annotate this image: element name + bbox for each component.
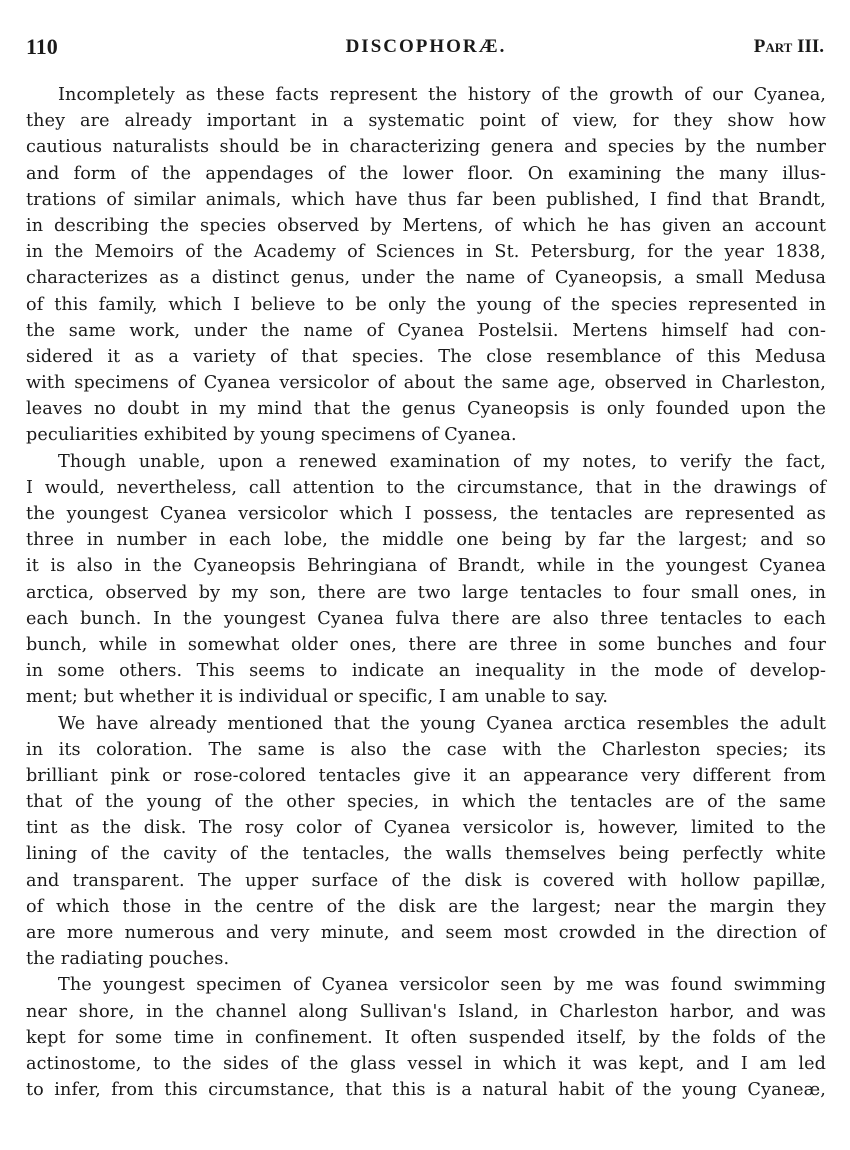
- text-line: of which those in the centre of the disk are the largest; near the margin they: [26, 896, 826, 917]
- text-line: in some others. This seems to indicate an inequality in the mode of develop-: [26, 661, 826, 682]
- text-line: sidered it as a variety of that species. The close resemblance of this Medusa: [26, 346, 826, 367]
- page-number: 110: [26, 34, 58, 59]
- text-line: lining of the cavity of the tentacles, the walls themselves being perfectly white: [26, 844, 826, 865]
- text-line: peculiarities exhibited by young specimens of Cyanea.: [26, 425, 517, 446]
- text-line: the same work, under the name of Cyanea Postelsii. Mertens himself had con-: [26, 320, 826, 341]
- text-line: I would, nevertheless, call attention to the circumstance, that in the drawings of: [26, 477, 826, 498]
- text-line: cautious naturalists should be in characterizing genera and species by the number: [26, 137, 826, 158]
- text-line: with specimens of Cyanea versicolor of about the same age, observed in Charleston,: [26, 373, 826, 394]
- text-line: kept for some time in confinement. It often suspended itself, by the folds of the: [26, 1027, 826, 1048]
- text-line: are more numerous and very minute, and seem most crowded in the direction of: [26, 923, 826, 943]
- body-text: [26, 82, 826, 1103]
- text-line: in its coloration. The same is also the case with the Charleston species; its: [26, 739, 826, 760]
- text-line: We have already mentioned that the young Cyanea arctica resembles the adult: [58, 713, 826, 734]
- text-line: and transparent. The upper surface of the disk is covered with hollow papillæ,: [26, 870, 826, 891]
- text-line: in the Memoirs of the Academy of Sciences in St. Petersburg, for the year 1838,: [26, 242, 826, 263]
- text-line: it is also in the Cyaneopsis Behringiana of Brandt, while in the youngest Cyanea: [26, 556, 826, 577]
- book-page: [26, 34, 826, 1103]
- text-line: they are already important in a systematic point of view, for they show how: [26, 111, 826, 132]
- text-line: in describing the species observed by Mertens, of which he has given an account: [26, 215, 826, 236]
- text-line: brilliant pink or rose-colored tentacles give it an appearance very different from: [26, 765, 826, 786]
- text-line: near shore, in the channel along Sullivan's Island, in Charleston harbor, and was: [26, 1001, 826, 1022]
- text-line: the radiating pouches.: [26, 949, 230, 970]
- text-line: Though unable, upon a renewed examination of my notes, to verify the fact,: [58, 451, 826, 472]
- text-line: actinostome, to the sides of the glass vessel in which it was kept, and I am led: [26, 1053, 826, 1074]
- paragraph: [26, 82, 826, 449]
- text-line: bunch, while in somewhat older ones, there are three in some bunches and four: [26, 634, 826, 655]
- text-line: The youngest specimen of Cyanea versicolor seen by me was found swimming: [58, 975, 826, 996]
- paragraph: [26, 449, 826, 711]
- text-line: arctica, observed by my son, there are two large tentacles to four small ones, in: [26, 582, 826, 603]
- text-line: ment; but whether it is individual or specific, I am unable to say.: [26, 687, 609, 708]
- text-line: the youngest Cyanea versicolor which I possess, the tentacles are represented as: [26, 504, 826, 524]
- text-line: that of the young of the other species, in which the tentacles are of the same: [26, 792, 826, 813]
- paragraph: [26, 711, 826, 973]
- text-line: tint as the disk. The rosy color of Cyanea versicolor is, however, limited to the: [26, 818, 826, 839]
- paragraph: [26, 972, 826, 1103]
- text-line: trations of similar animals, which have thus far been published, I find that Brandt,: [26, 189, 826, 210]
- text-line: to infer, from this circumstance, that this is a natural habit of the young Cyaneæ,: [26, 1080, 826, 1101]
- text-line: of this family, which I believe to be only the young of the species represented in: [26, 294, 826, 315]
- running-title: DISCOPHORÆ.: [345, 36, 507, 57]
- running-head: [26, 34, 826, 64]
- text-line: three in number in each lobe, the middle one being by far the largest; and so: [26, 530, 826, 551]
- text-line: characterizes as a distinct genus, under the name of Cyaneopsis, a small Medusa: [26, 268, 826, 289]
- text-line: and form of the appendages of the lower floor. On examining the many illus-: [26, 163, 826, 184]
- text-line: Incompletely as these facts represent the history of the growth of our Cyanea,: [58, 85, 826, 105]
- text-line: each bunch. In the youngest Cyanea fulva there are also three tentacles to each: [26, 608, 826, 629]
- text-line: leaves no doubt in my mind that the genus Cyaneopsis is only founded upon the: [26, 399, 826, 420]
- part-label: Part III.: [753, 36, 824, 57]
